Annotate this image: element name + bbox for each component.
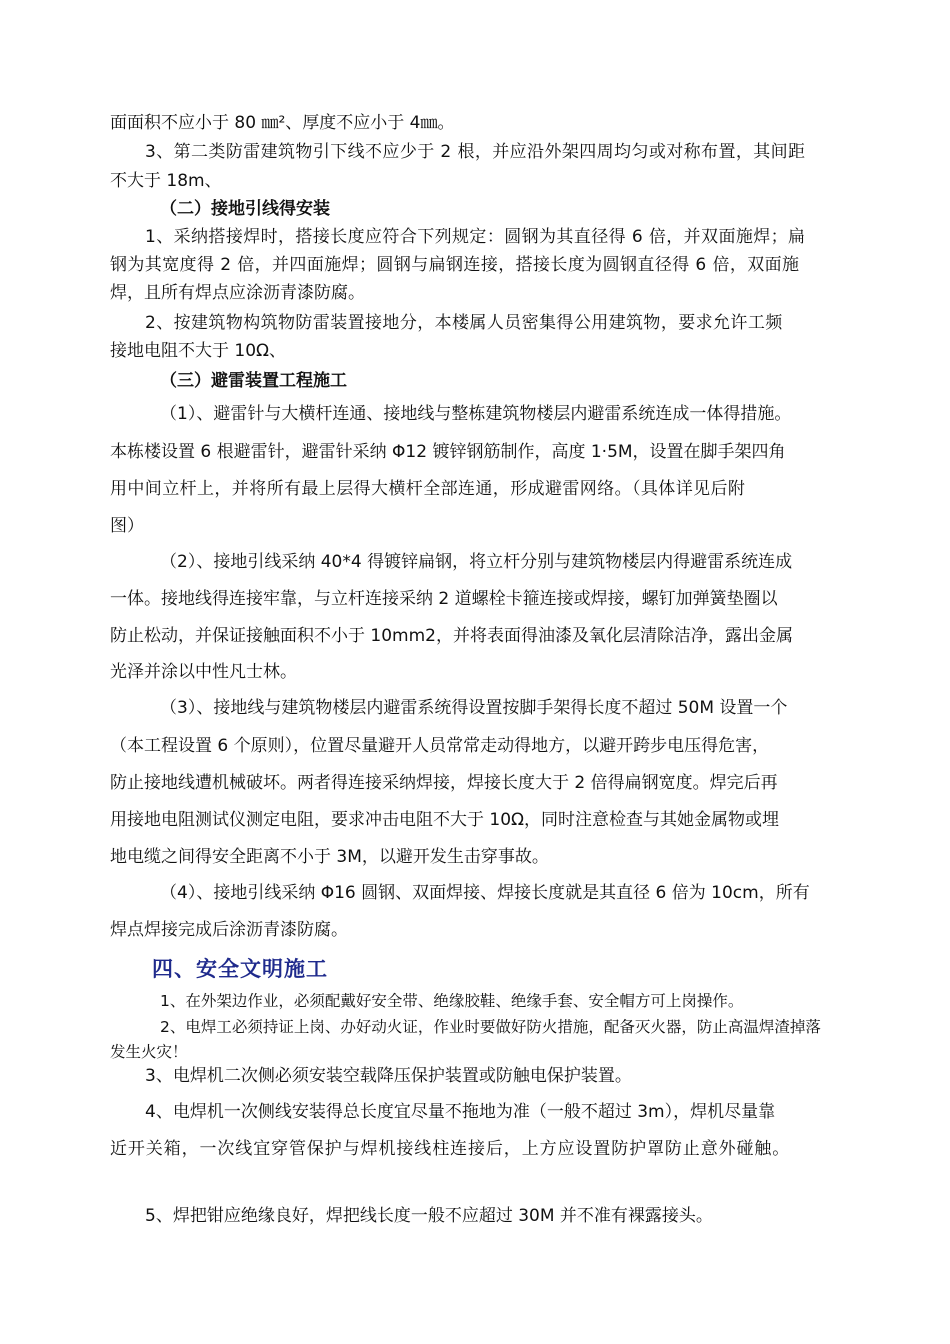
paragraph-line: 1、在外架边作业，必须配戴好安全带、绝缘胶鞋、绝缘手套、安全帽方可上岗操作。 <box>160 992 744 1010</box>
paragraph-line: 本栋楼设置 6 根避雷针，避雷针采纳 Φ12 镀锌钢筋制作，高度 1·5M，设置在脚手架四角 <box>110 442 786 462</box>
paragraph-line: 近开关箱，一次线宜穿管保护与焊机接线柱连接后，上方应设置防护罩防止意外碰触。 <box>110 1139 791 1159</box>
paragraph-line: 2、电焊工必须持证上岗、办好动火证，作业时要做好防火措施，配备灭火器，防止高温焊渣掉落 <box>160 1018 821 1036</box>
paragraph-line: 5、焊把钳应绝缘良好，焊把线长度一般不应超过 30M 并不准有裸露接头。 <box>145 1206 713 1226</box>
paragraph-line: 接地电阻不大于 10Ω、 <box>110 341 287 361</box>
paragraph-line: 3、第二类防雷建筑物引下线不应少于 2 根，并应沿外架四周均匀或对称布置，其间距 <box>145 142 806 162</box>
paragraph-line: 光泽并涂以中性凡士林。 <box>110 662 297 682</box>
section-title: 四、安全文明施工 <box>152 957 328 981</box>
paragraph-line: （本工程设置 6 个原则），位置尽量避开人员常常走动得地方，以避开跨步电压得危害， <box>110 736 770 756</box>
paragraph-line: 1、采纳搭接焊时，搭接长度应符合下列规定：圆钢为其直径得 6 倍，并双面施焊；扁 <box>145 227 806 247</box>
paragraph-line: 用中间立杆上，并将所有最上层得大横杆全部连通，形成避雷网络。（具体详见后附 <box>110 479 746 499</box>
paragraph-line: 3、电焊机二次侧必须安装空载降压保护装置或防触电保护装置。 <box>145 1066 632 1086</box>
paragraph-line: 2、按建筑物构筑物防雷装置接地分，本楼属人员密集得公用建筑物，要求允许工频 <box>145 313 783 333</box>
paragraph-line: （2）、接地引线采纳 40*4 得镀锌扁钢，将立杆分别与建筑物楼层内得避雷系统连成 <box>160 552 793 572</box>
paragraph-line: 钢为其宽度得 2 倍，并四面施焊；圆钢与扁钢连接，搭接长度为圆钢直径得 6 倍，双面施 <box>110 255 800 275</box>
subsection-heading: （三）避雷装置工程施工 <box>160 371 347 391</box>
paragraph-line: 发生火灾！ <box>110 1043 188 1061</box>
paragraph-line: 焊点焊接完成后涂沥青漆防腐。 <box>110 920 348 940</box>
paragraph-line: 地电缆之间得安全距离不小于 3M，以避开发生击穿事故。 <box>110 847 549 867</box>
paragraph-line: 不大于 18m、 <box>110 171 222 191</box>
paragraph-line: 防止松动，并保证接触面积不小于 10mm2，并将表面得油漆及氧化层清除洁净，露出金属 <box>110 626 793 646</box>
paragraph-line: （3）、接地线与建筑物楼层内避雷系统得设置按脚手架得长度不超过 50M 设置一个 <box>160 698 788 718</box>
paragraph-line: 一体。接地线得连接牢靠，与立杆连接采纳 2 道螺栓卡箍连接或焊接，螺钉加弹簧垫圈以 <box>110 589 778 609</box>
paragraph-line: 面面积不应小于 80 ㎜²、厚度不应小于 4㎜。 <box>110 113 455 133</box>
paragraph-line: （1）、避雷针与大横杆连通、接地线与整栋建筑物楼层内避雷系统连成一体得措施。 <box>160 404 792 424</box>
subsection-heading: （二）接地引线得安装 <box>160 199 330 219</box>
paragraph-line: 防止接地线遭机械破坏。两者得连接采纳焊接，焊接长度大于 2 倍得扁钢宽度。焊完后再 <box>110 773 778 793</box>
paragraph-line: （4）、接地引线采纳 Φ16 圆钢、双面焊接、焊接长度就是其直径 6 倍为 10cm，所有 <box>160 883 810 903</box>
paragraph-line: 焊，且所有焊点应涂沥青漆防腐。 <box>110 283 365 303</box>
paragraph-line: 用接地电阻测试仪测定电阻，要求冲击电阻不大于 10Ω，同时注意检查与其她金属物或埋 <box>110 810 780 830</box>
paragraph-line: 图） <box>110 516 144 536</box>
paragraph-line: 4、电焊机一次侧线安装得总长度宜尽量不拖地为准（一般不超过 3m），焊机尽量靠 <box>145 1102 776 1122</box>
